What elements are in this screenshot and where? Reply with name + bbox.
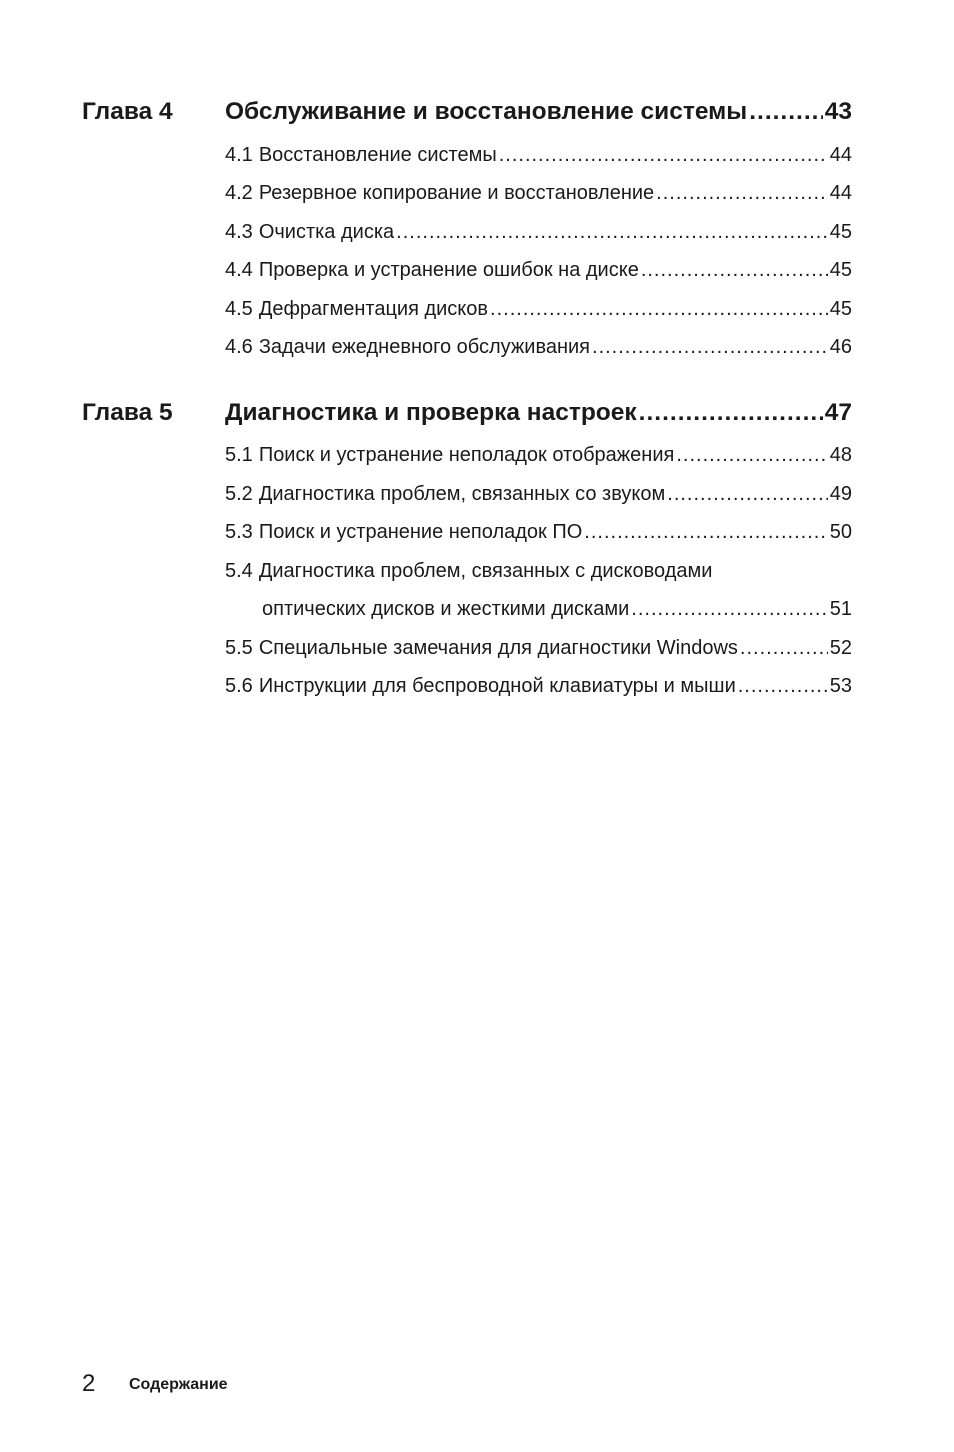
entry-page: 44 xyxy=(829,144,852,166)
dot-leader xyxy=(584,521,827,544)
chapter-page: 43 xyxy=(824,98,852,125)
toc-entry[interactable] xyxy=(225,675,852,701)
entry-title: Резервное копирование и восстановление xyxy=(258,182,655,204)
toc-entry[interactable] xyxy=(225,637,852,663)
dot-leader xyxy=(656,182,828,205)
entry-number: 5.3 xyxy=(225,521,253,543)
entry-number: 5.4 xyxy=(225,560,253,582)
entry-title: Дефрагментация дисков xyxy=(258,298,489,320)
entry-number: 4.4 xyxy=(225,259,253,281)
toc-entry[interactable] xyxy=(225,259,852,285)
entry-title: Диагностика проблем, связанных со звуком xyxy=(258,483,666,505)
entry-number: 4.3 xyxy=(225,221,253,243)
entry-title: Инструкции для беспроводной клавиатуры и мыши xyxy=(258,675,736,697)
chapter-label: Глава 4 xyxy=(82,98,173,125)
entry-title: Поиск и устранение неполадок отображения xyxy=(258,444,675,466)
dot-leader xyxy=(667,483,827,506)
page-number: 2 xyxy=(82,1370,96,1397)
toc-entry[interactable] xyxy=(225,144,852,170)
entry-page: 51 xyxy=(829,598,852,620)
entry-page: 53 xyxy=(829,675,852,697)
toc-entry[interactable] xyxy=(225,336,852,362)
entry-page: 44 xyxy=(829,182,852,204)
entry-number: 4.5 xyxy=(225,298,253,320)
dot-leader xyxy=(396,221,828,244)
entry-number: 5.5 xyxy=(225,637,253,659)
chapter-heading[interactable] xyxy=(82,399,852,433)
dot-leader xyxy=(490,298,828,321)
entry-title-continuation: оптических дисков и жесткими дисками xyxy=(262,598,630,620)
entry-number: 4.2 xyxy=(225,182,253,204)
entry-number: 5.2 xyxy=(225,483,253,505)
dot-leader xyxy=(641,259,828,282)
chapter-label: Глава 5 xyxy=(82,399,173,426)
chapter-page: 47 xyxy=(824,399,852,426)
entry-page: 52 xyxy=(829,637,852,659)
entry-title: Восстановление системы xyxy=(258,144,497,166)
toc-entry[interactable] xyxy=(225,298,852,324)
footer-section-label: Содержание xyxy=(129,1376,228,1393)
dot-leader xyxy=(740,637,828,660)
dot-leader xyxy=(639,399,823,427)
entry-page: 45 xyxy=(829,259,852,281)
dot-leader xyxy=(592,336,828,359)
toc-entry[interactable] xyxy=(225,182,852,208)
dot-leader xyxy=(749,98,823,126)
entry-number: 4.6 xyxy=(225,336,253,358)
toc-entry[interactable] xyxy=(225,221,852,247)
dot-leader xyxy=(631,598,827,621)
entry-title: Специальные замечания для диагностики Windows xyxy=(258,637,738,659)
entry-title: Поиск и устранение неполадок ПО xyxy=(258,521,583,543)
toc-entry[interactable] xyxy=(225,521,852,547)
entry-title: Диагностика проблем, связанных с дисководами xyxy=(258,560,713,582)
entry-page: 49 xyxy=(829,483,852,505)
chapter-title: Диагностика и проверка настроек xyxy=(225,399,637,426)
entry-page: 45 xyxy=(829,221,852,243)
entry-page: 50 xyxy=(829,521,852,543)
chapter-heading[interactable] xyxy=(82,98,852,132)
toc-entry[interactable] xyxy=(225,483,852,509)
entry-number: 5.1 xyxy=(225,444,253,466)
dot-leader xyxy=(499,144,828,167)
entry-title: Очистка диска xyxy=(258,221,395,243)
toc-entry[interactable] xyxy=(225,444,852,470)
entry-page: 45 xyxy=(829,298,852,320)
entry-title: Проверка и устранение ошибок на диске xyxy=(258,259,639,281)
chapter-title: Обслуживание и восстановление системы xyxy=(225,98,748,125)
entry-page: 48 xyxy=(829,444,852,466)
entry-title: Задачи ежедневного обслуживания xyxy=(258,336,591,358)
dot-leader xyxy=(676,444,827,467)
toc-entry-continuation[interactable] xyxy=(262,598,852,624)
toc-entry[interactable] xyxy=(225,560,852,586)
entry-number: 4.1 xyxy=(225,144,253,166)
entry-number: 5.6 xyxy=(225,675,253,697)
entry-page: 46 xyxy=(829,336,852,358)
dot-leader xyxy=(738,675,828,698)
